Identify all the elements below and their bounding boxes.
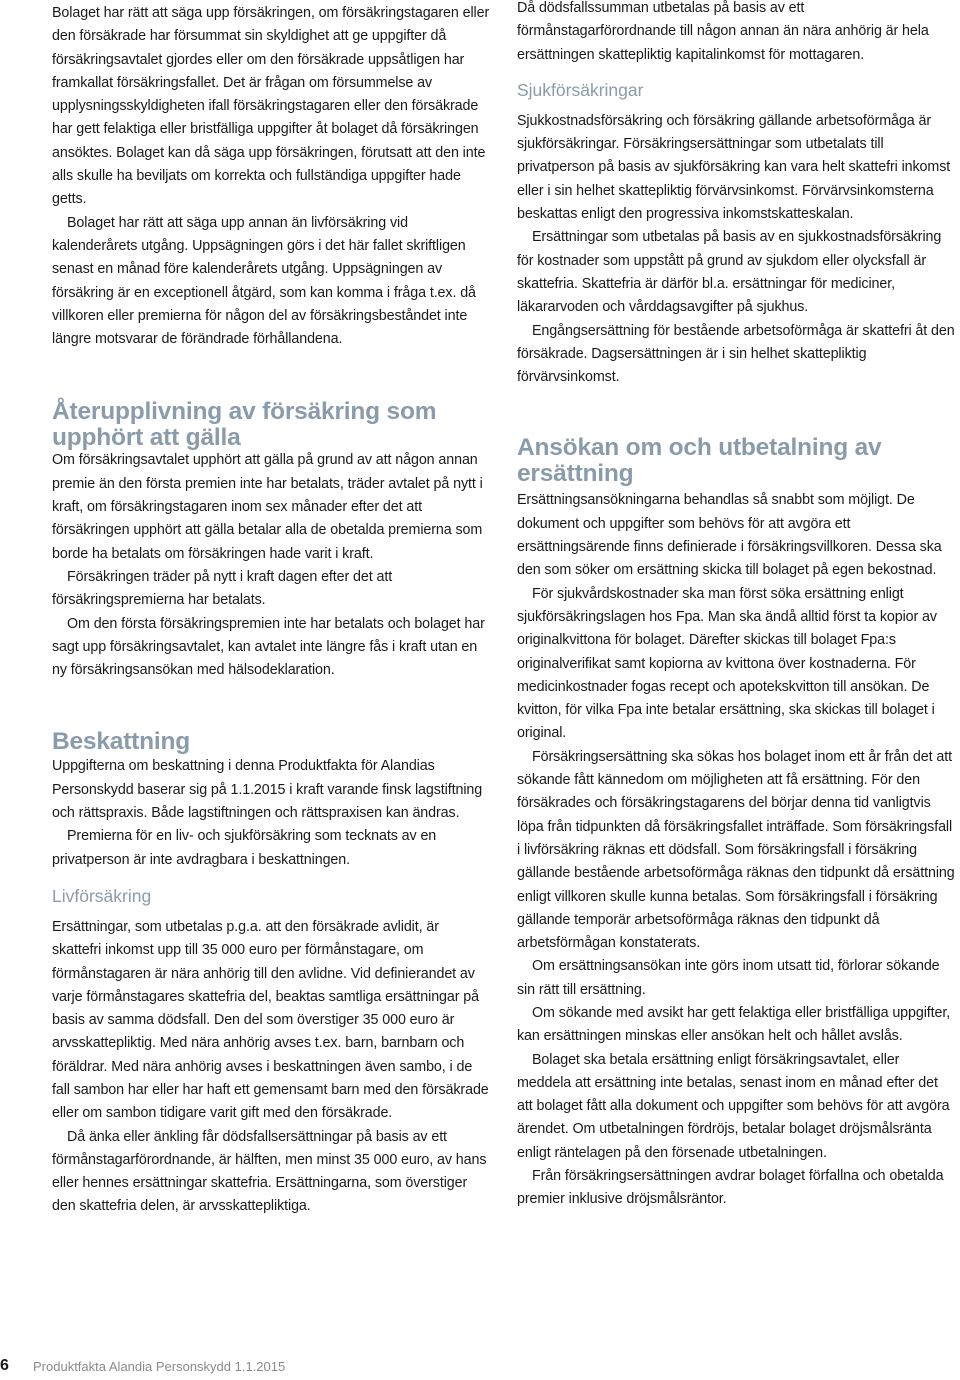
section-heading-application: Ansökan om och utbetalning av ersättning (517, 434, 882, 488)
paragraph: Bolaget ska betala ersättning enligt försäkringsavtalet, eller meddela att ersättning inte betalas, senast inom en månad efter det att bolaget fått alla dokument och uppgifter som behövs för att avgöra ärendet. Om utbetalningen fördröjs, betalar bolaget dröjsmålsränta enligt räntelagen på den försenade utbetalningen. (517, 1051, 950, 1161)
page-footer (0, 1356, 960, 1380)
paragraph: Om ersättningsansökan inte görs inom utsatt tid, förlorar sökande sin rätt till ersättning. (517, 958, 940, 998)
paragraph: Bolaget har rätt att säga upp annan än livförsäkring vid kalenderårets utgång. Uppsägningen görs i det här fallet skriftligen senast en månad före kalenderårets utgång. Uppsägningen av försäkring är en exceptionell åtgärd, som kan komma i fråga t.ex. då villkoren eller premierna för någon del av försäkringsbeståndet inte längre motsvarar de förändrade förhållandena. (52, 214, 476, 348)
paragraph: Ersättningsansökningarna behandlas så snabbt som möjligt. De dokument och uppgifter som behövs för att avgöra ett ersättningsärende finns definierade i försäkringsvillkoren. Dessa ska den som söker om ersättning skicka till bolaget på egen bekostnad. (517, 492, 942, 579)
paragraph: Då dödsfallssumman utbetalas på basis av ett förmånstagarförordnande till någon annan än nära anhörig är hela ersättningen skattepliktig kapitalinkomst för mottagaren. (517, 0, 929, 63)
right-column (517, 0, 957, 1212)
left-column (52, 0, 490, 1219)
paragraph: Bolaget har rätt att säga upp försäkringen, om försäkringstagaren eller den försäkrade har försummat sin skyldighet att ge uppgifter då försäkringsavtalet gjordes eller om den försäkrade uppsåtligen har framkallat försäkringsfallet. Det är frågan om försummelse av upplysningsskyldigheten ifall försäkringstagaren eller den försäkrade har gett felaktiga eller bristfälliga uppgifter åt bolaget då försäkringen ansöktes. Bolaget kan då säga upp försäkringen, förutsatt att den inte alls skulle ha beviljats om korrekta och fullständiga uppgifter hade getts. (52, 5, 490, 208)
paragraph: Försäkringen träder på nytt i kraft dagen efter det att försäkringspremierna har betalats. (52, 568, 393, 609)
paragraph: Uppgifterna om beskattning i denna Produktfakta för Alandias Personskydd baserar sig på 1.1.2015 i kraft varande finsk lagstiftning och rättspraxis. Både lagstiftningen och rättspraxisen kan ändras. (52, 758, 483, 822)
paragraph: Från försäkringsersättningen avdrar bolaget förfallna och obetalda premier inklusive dröjsmålsräntor. (517, 1168, 944, 1208)
paragraph: Då änka eller änkling får dödsfallsersättningar på basis av ett förmånstagarförordnande, är hälften, men minst 35 000 euro, av hans eller hennes ersättningar skattefria. Ersättningarna, som överstiger den skattefria delen, är arvsskattepliktiga. (52, 1128, 487, 1215)
paragraph: Om försäkringsavtalet upphört att gälla på grund av att någon annan premie än den första premien inte har betalats, träder avtalet på nytt i kraft, om försäkringstagaren inom sex månader efter det att försäkringen upphört att gälla betalar alla de obetalda premierna som borde ha betalats om försäkringen hade varit i kraft. (52, 452, 483, 562)
document-title: Produktfakta Alandia Personskydd 1.1.2015 (33, 1359, 286, 1374)
page-number: 6 (0, 1357, 9, 1374)
paragraph: Om den första försäkringspremien inte har betalats och bolaget har sagt upp försäkringsavtalet, kan avtalet inte längre fås i kraft utan en ny försäkringsansökan med hälsodeklaration. (52, 615, 485, 679)
paragraph: Engångsersättning för bestående arbetsoförmåga är skattefri åt den försäkrade. Dagsersättningen är i sin helhet skattepliktig förvärvsinkomst. (517, 322, 955, 386)
subheading-life-insurance: Livförsäkring (52, 885, 152, 906)
paragraph: Sjukkostnadsförsäkring och försäkring gällande arbetsoförmåga är sjukförsäkringar. Försäkringsersättningar som utbetalats till privatperson på basis av sjukförsäkring kan vara helt skattefri inkomst eller i sin helhet skattepliktig förvärvsinkomst. Förvärvsinkomsterna beskattas enligt den progressiva inkomstskatteskalan. (517, 112, 951, 223)
section-heading-revival: Återupplivning av försäkring som upphört att gälla (52, 398, 437, 452)
paragraph: Premierna för en liv- och sjukförsäkring som tecknats av en privatperson är inte avdragbara i beskattningen. (52, 828, 437, 868)
paragraph: Ersättningar som utbetalas på basis av en sjukkostnadsförsäkring för kostnader som uppstått på grund av sjukdom eller olycksfall är skattefria. Skattefria är därför bl.a. ersättningar för mediciner, läkararvoden och vårddagsavgifter på sjukhus. (517, 229, 942, 316)
paragraph: Om sökande med avsikt har gett felaktiga eller bristfälliga uppgifter, kan ersättningen minskas eller ansökan helt och hållet avslås. (517, 1004, 951, 1045)
subheading-sick-insurance: Sjukförsäkringar (517, 79, 644, 100)
paragraph: Försäkringsersättning ska sökas hos bolaget inom ett år från det att sökande fått kännedom om möjligheten att få ersättning. För den försäkrades och försäkringstagarens del börjar denna tid vanligtvis löpa från tidpunkten då försäkringsfallet inträffade. Som försäkringsfall i livförsäkring räknas ett dödsfall. Som försäkringsfall i försäkring gällande bestående arbetsoförmåga räknas den tidpunkt då ersättning enligt villkoren skulle kunna betalas. Som försäkringsfall i försäkring gällande temporär arbetsoförmåga räknas den tidpunkt då arbetsförmågan konstaterats. (517, 748, 955, 952)
paragraph: För sjukvårdskostnader ska man först söka ersättning enligt sjukförsäkringslagen hos Fpa. Man ska ändå alltid först ta kopior av originalkvittona för bolaget. Därefter skickas till bolaget Fpa:s originalverifikat samt kopiorna av kvittona över kostnaderna. För medicinkostnader fogas recept och apotekskvitton till ansökan. De kvitton, för vilka Fpa inte betalar ersättning, ska skickas till bolaget i original. (517, 585, 937, 742)
paragraph: Ersättningar, som utbetalas p.g.a. att den försäkrade avlidit, är skattefri inkomst upp till 35 000 euro per förmånstagare, om förmånstagaren är nära anhörig till den avlidne. Vid definierandet av varje förmånstagares skattefria del, beaktas samtliga ersättningar på basis av samma dödsfall. Den del som överstiger 35 000 euro är arvsskattepliktig. Med nära anhörig avses t.ex. barn, barnbarn och föräldrar. Med nära anhörig avses i beskattningen även sambo, i de fall sambon har eller har haft ett gemensamt barn med den försäkrade eller om sambon tidigare varit gift med den försäkrade. (52, 918, 489, 1122)
section-heading-taxation: Beskattning (52, 728, 191, 756)
